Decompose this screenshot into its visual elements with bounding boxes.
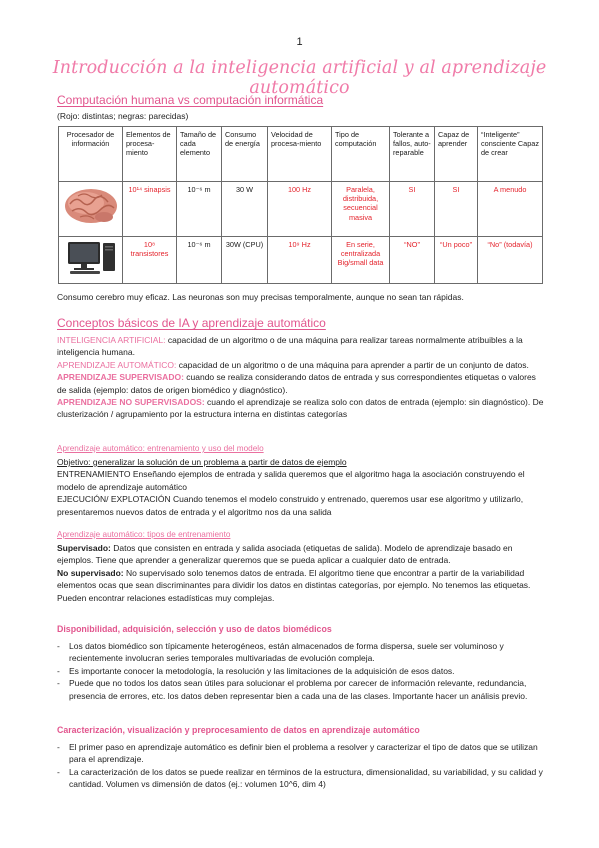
table-header-cell: Capaz de aprender — [435, 127, 478, 182]
comparison-table — [58, 126, 543, 284]
computer-image-cell — [59, 237, 123, 284]
supervisado-label: Supervisado: — [57, 543, 111, 553]
no-supervisado-label: No supervisado: — [57, 567, 124, 578]
definition-text: capacidad de un algoritmo o de una máquina para aprender a partir de un conjunto de datos. — [176, 359, 529, 370]
computer-image — [62, 239, 120, 275]
table-cell: 30 W — [222, 182, 268, 237]
definition-no-supervisado — [57, 396, 547, 421]
objetivo-line: Objetivo: generalizar la solución de un problema a partir de datos de ejemplo — [57, 457, 347, 467]
table-header-cell: “Inteligente” consciente Capaz de crear — [478, 127, 543, 182]
table-header-cell: Consumo de energía — [222, 127, 268, 182]
table-header-cell: Velocidad de procesa-miento — [268, 127, 332, 182]
color-legend-note: (Rojo: distintas; negras: parecidas) — [57, 111, 189, 121]
table-cell: 10⁸ transistores — [123, 237, 177, 284]
table-cell: “No” (todavía) — [478, 237, 543, 284]
section-heading-computacion: Computación humana vs computación informática — [57, 93, 324, 107]
list-item-text: Los datos biomédico son típicamente heterogéneos, están almacenados de forma dispersa, suele ser voluminoso y recientemente involucran series temporales multivariadas de evolución compleja. — [69, 641, 504, 664]
definition-term: APRENDIZAJE NO SUPERVISADOS: — [57, 397, 205, 408]
section-heading-datos-biomedicos: Disponibilidad, adquisición, selección y uso de datos biomédicos — [57, 624, 332, 634]
list-item: - Puede que no todos los datos sean útiles para solucionar el problema por carecer de información relevante, redundancia, presencia de errores, etc. los datos deben representar bien a cada una de las clases. Importante hacer un análisis previo. — [57, 677, 551, 702]
list-item: - El primer paso en aprendizaje automático es definir bien el problema a resolver y caracterizar el tipo de datos que se utilizan para el aprendizaje. — [57, 741, 551, 766]
table-cell: 30W (CPU) — [222, 237, 268, 284]
table-cell: En serie, centralizada Big/small data — [332, 237, 390, 284]
list-item-text: La caracterización de los datos se puede realizar en términos de la estructura, dimensionalidad, su variabilidad, y su calidad y cantidad. Volumen vs dimensión de datos (ej.: volumen 10^6, dim 4) — [69, 766, 543, 790]
definition-term: INTELIGENCIA ARTIFICIAL: — [57, 335, 166, 345]
table-cell: SI — [390, 182, 435, 237]
table-cell: 10⁻⁶ m — [177, 182, 222, 237]
definition-text: cuando se realiza considerando datos de entrada y sus correspondientes etiquetas o valores de salida (ejemplo: datos de origen biomédico y diagnóstico). — [57, 372, 536, 395]
table-cell: Paralela, distribuida, secuencial masiva — [332, 182, 390, 237]
page-number: 1 — [296, 36, 303, 48]
list-item-text: Es importante conocer la metodología, la resolución y las limitaciones de la adquisición de esos datos. — [69, 665, 455, 676]
no-supervisado-paragraph — [57, 567, 547, 604]
section-heading-conceptos: Conceptos básicos de IA y aprendizaje automático — [57, 316, 326, 330]
list-item-text: Puede que no todos los datos sean útiles para solucionar el problema por carecer de información relevante, redundancia, presencia de errores, etc. los datos deben representar bien a cada una de las clases. Importante hacer un análisis previo. — [69, 678, 528, 701]
table-cell: A menudo — [478, 182, 543, 237]
table-header-cell: Tipo de computación — [332, 127, 390, 182]
definitions-block — [57, 334, 547, 421]
definition-term: APRENDIZAJE AUTOMÁTICO: — [57, 359, 177, 370]
table-header-cell: Procesador de información — [59, 127, 123, 182]
brain-image — [62, 184, 120, 228]
list-item: - Los datos biomédico son típicamente heterogéneos, están almacenados de forma dispersa, suele ser voluminoso y recientemente involucran series temporales multivariadas de evolución compleja. — [57, 640, 551, 665]
definition-text: cuando el aprendizaje se realiza solo con datos de entrada (ejemplo: sin diagnóstico). De clusterización / agrupamiento por la estructura interna en distintas categorías — [57, 397, 544, 420]
document-title: Introducción a la inteligencia artificial y al aprendizaje automático — [52, 58, 547, 98]
list-item-text: El primer paso en aprendizaje automático es definir bien el problema a resolver y caracterizar el tipo de datos que se utilizan para el aprendizaje. — [69, 742, 538, 765]
table-cell: “Un poco” — [435, 237, 478, 284]
list-item: - Es importante conocer la metodología, la resolución y las limitaciones de la adquisición de esos datos. — [57, 665, 551, 677]
list-item: - La caracterización de los datos se puede realizar en términos de la estructura, dimensionalidad, su variabilidad, y su calidad y cantidad. Volumen vs dimensión de datos (ej.: volumen 10^6, dim 4) — [57, 766, 551, 791]
table-header-cell: Tolerante a fallos, auto-reparable — [390, 127, 435, 182]
entrenamiento-paragraph: ENTRENAMIENTO Enseñando ejemplos de entrada y salida queremos que el algoritmo haga la asociación construyendo el modelo de aprendizaje automático — [57, 469, 525, 492]
table-cell: “NO” — [390, 237, 435, 284]
table-cell: 10¹⁴ sinapsis — [123, 182, 177, 237]
definition-term: APRENDIZAJE SUPERVISADO: — [57, 372, 184, 383]
table-row-computer — [59, 237, 543, 284]
brain-image-cell — [59, 182, 123, 237]
table-cell: 10⁻⁶ m — [177, 237, 222, 284]
caracterizacion-list — [57, 741, 551, 791]
entrenamiento-block — [57, 456, 547, 518]
ejecucion-paragraph: EJECUCIÓN/ EXPLOTACIÓN Cuando tenemos el modelo construido y entrenado, queremos usar ese algoritmo y utilizarlo, presentaremos nuevos datos de entrada y el algoritmo nos da una salida — [57, 494, 524, 517]
table-header-row — [59, 127, 543, 182]
table-cell: SI — [435, 182, 478, 237]
subheading-tipos-entrenamiento: Aprendizaje automático: tipos de entrenamiento — [57, 530, 231, 539]
definition-ia — [57, 334, 547, 359]
no-supervisado-text: No supervisado solo tenemos datos de entrada. El algoritmo tiene que encontrar a partir de la variabilidad elementos ocas que sean discriminantes para dividir los datos en distintas categorías, por ejemplo. No tenemos las etiquetas. Pueden encontrar relaciones estadísticas muy complejas. — [57, 567, 531, 603]
definition-text: capacidad de un algoritmo o de una máquina para realizar tareas normalmente atribuibles a la inteligencia humana. — [57, 335, 523, 358]
table-header-cell: Tamaño de cada elemento — [177, 127, 222, 182]
consumo-paragraph: Consumo cerebro muy eficaz. Las neuronas son muy precisas temporalmente, aunque no sean tan rápidas. — [57, 292, 464, 302]
subheading-entrenamiento-uso: Aprendizaje automático: entrenamiento y uso del modelo — [57, 444, 264, 453]
table-row-brain — [59, 182, 543, 237]
datos-biomedicos-list — [57, 640, 551, 702]
supervisado-text: Datos que consisten en entrada y salida asociada (etiquetas de salida). Modelo de aprendizaje basado en ejemplos. Tiene que aprender a generalizar queremos que se pueda aplicar a cualquier dato de entrada. — [57, 543, 513, 566]
definition-supervisado — [57, 371, 547, 396]
definition-aprendizaje-automatico — [57, 359, 547, 371]
supervisado-paragraph — [57, 542, 547, 567]
table-header-cell: Elementos de procesa-miento — [123, 127, 177, 182]
table-cell: 100 Hz — [268, 182, 332, 237]
tipos-block — [57, 542, 547, 604]
section-heading-caracterizacion: Caracterización, visualización y preprocesamiento de datos en aprendizaje automático — [57, 725, 420, 735]
table-cell: 10⁹ Hz — [268, 237, 332, 284]
